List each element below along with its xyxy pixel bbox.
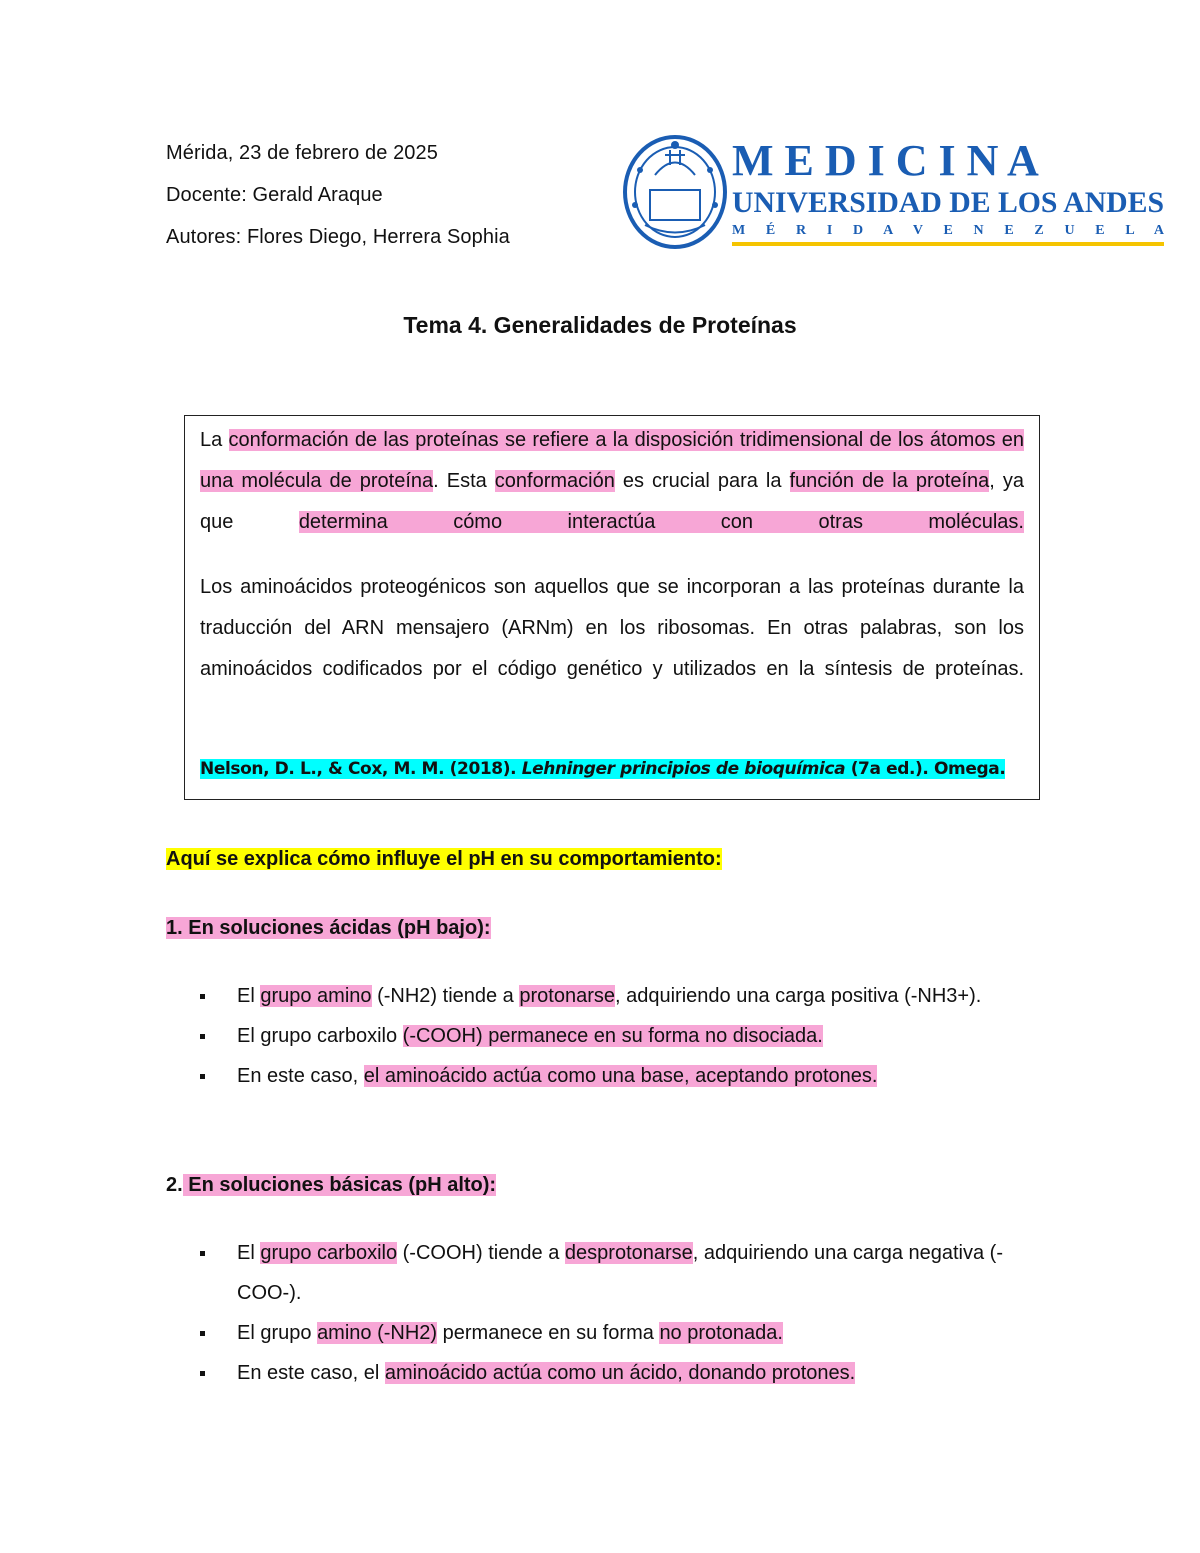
section-2-heading: 2. En soluciones básicas (pH alto): bbox=[166, 1174, 497, 1196]
bullet-icon bbox=[200, 1371, 205, 1376]
box-paragraph-1: La conformación de las proteínas se refiere a la disposición tridimensional de los átomos en una molécula de proteína. Esta conformación es crucial para la función de la proteína, ya que determina cómo interactúa con otras moléculas. bbox=[200, 429, 1024, 533]
header-authors: Autores: Flores Diego, Herrera Sophia bbox=[166, 226, 510, 248]
list-item: En este caso, el aminoácido actúa como un ácido, donando protones. bbox=[200, 1353, 1040, 1393]
section-1-list bbox=[200, 976, 1040, 1096]
page-title: Tema 4. Generalidades de Proteínas bbox=[403, 312, 797, 338]
header-teacher: Docente: Gerald Araque bbox=[166, 184, 383, 206]
svg-text:M E D I C I N A: M E D I C I N A bbox=[732, 136, 1039, 185]
definition-box bbox=[184, 415, 1040, 800]
list-item: El grupo carboxilo (-COOH) tiende a desprotonarse, adquiriendo una carga negativa (-COO-). bbox=[200, 1233, 1040, 1313]
svg-text:M É R I D A V E N E Z U E: M É R I D A V E N E Z U E L A bbox=[732, 223, 1164, 238]
bullet-icon bbox=[200, 1034, 205, 1039]
box-paragraph-2: Los aminoácidos proteogénicos son aquellos que se incorporan a las proteínas durante la traducción del ARN mensajero (ARNm) en los ribosomas. En otras palabras, son los aminoácidos codificados por el código genético y utilizados en la síntesis de proteínas. bbox=[200, 576, 1024, 680]
bullet-icon bbox=[200, 1331, 205, 1336]
bullet-icon bbox=[200, 1074, 205, 1079]
list-item: En este caso, el aminoácido actúa como una base, aceptando protones. bbox=[200, 1056, 1040, 1096]
list-item: El grupo carboxilo (-COOH) permanece en su forma no disociada. bbox=[200, 1016, 1040, 1056]
section-2-list bbox=[200, 1233, 1040, 1393]
faculty-logo bbox=[620, 130, 1170, 260]
section-1-heading: 1. En soluciones ácidas (pH bajo): bbox=[166, 917, 491, 939]
svg-text:UNIVERSIDAD DE LOS ANDES: UNIVERSIDAD DE LOS ANDES bbox=[732, 186, 1164, 219]
university-seal-icon bbox=[620, 130, 1170, 260]
bullet-icon bbox=[200, 1251, 205, 1256]
list-item: El grupo amino (-NH2) tiende a protonarse, adquiriendo una carga positiva (-NH3+). bbox=[200, 976, 1040, 1016]
citation: Nelson, D. L., & Cox, M. M. (2018). Lehninger principios de bioquímica (7a ed.). Omega. bbox=[200, 759, 1006, 779]
bullet-icon bbox=[200, 994, 205, 999]
ph-heading: Aquí se explica cómo influye el pH en su comportamiento: bbox=[166, 848, 722, 870]
header-place-date: Mérida, 23 de febrero de 2025 bbox=[166, 142, 438, 164]
list-item: El grupo amino (-NH2) permanece en su forma no protonada. bbox=[200, 1313, 1040, 1353]
